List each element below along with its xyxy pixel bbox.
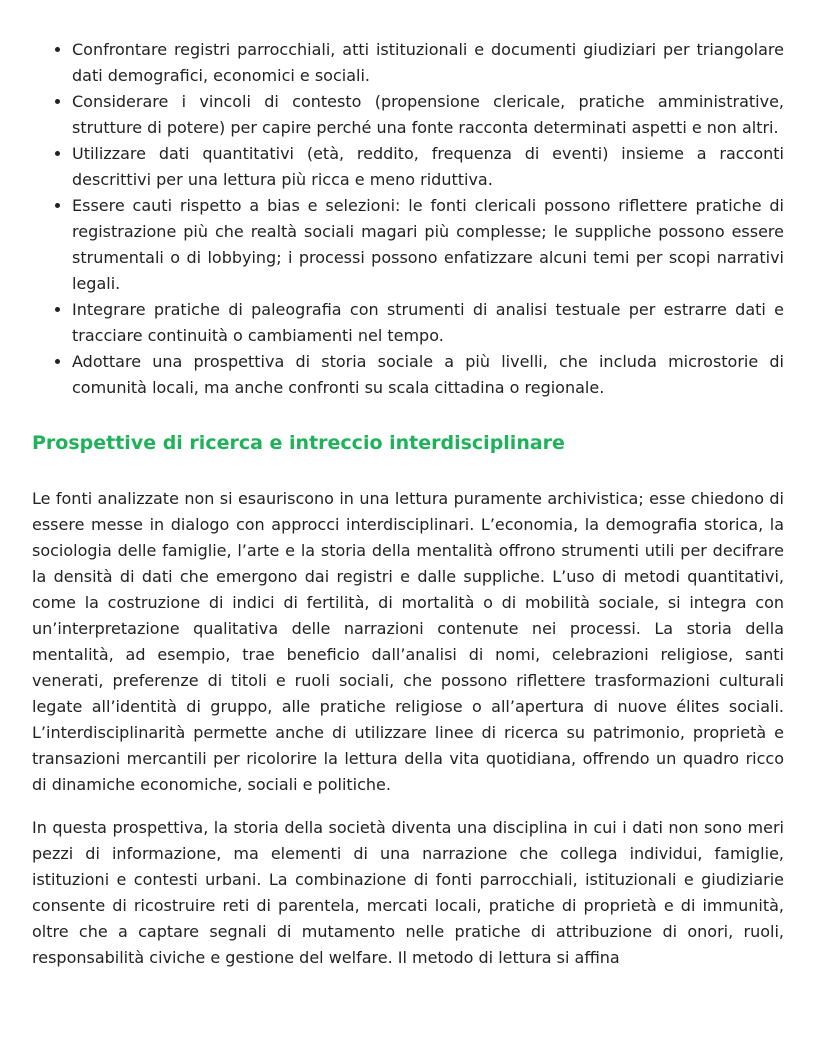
body-paragraph: Le fonti analizzate non si esauriscono in una lettura puramente archivistica; esse chiedono di essere messe in dialogo con approcci interdisciplinari. L’economia, la demografia storica, la sociologia delle famiglie, l’arte e la storia della mentalità offrono strumenti utili per decifrare la densità di dati che emergono dai registri e dalle suppliche. L’uso di metodi quantitativi, come la costruzione di indici di fertilità, di mortalità o di mobilità sociale, si integra con un’interpretazione qualitativa delle narrazioni contenute nei processi. La storia della mentalità, ad esempio, trae beneficio dall’analisi di nomi, celebrazioni religiose, santi venerati, preferenze di titoli e ruoli sociali, che possono riflettere trasformazioni culturali legate all’identità di gruppo, alle pratiche religiose o all’apertura di nuove élites sociali. L’interdisciplinarità permette anche di utilizzare linee di ricerca su patrimonio, proprietà e transazioni mercantili per ricolorire la lettura della vita quotidiana, offrendo un quadro ricco di dinamiche economiche, sociali e politiche. [32,489,784,794]
body-paragraph: In questa prospettiva, la storia della società diventa una disciplina in cui i dati non sono meri pezzi di informazione, ma elementi di una narrazione che collega individui, famiglie, istituzioni e contesti urbani. La combinazione di fonti parrocchiali, istituzionali e giudiziarie consente di ricostruire reti di parentela, mercati locali, pratiche di proprietà e di immunità, oltre che a captare segnali di mutamento nelle pratiche di attribuzione di onori, ruoli, responsabilità civiche e gestione del welfare. Il metodo di lettura si affina [32,818,784,967]
list-item: • Utilizzare dati quantitativi (età, reddito, frequenza di eventi) insieme a racconti descrittivi per una lettura più ricca e meno riduttiva. [72,141,784,193]
list-item: • Considerare i vincoli di contesto (propensione clericale, pratiche amministrative, strutture di potere) per capire perché una fonte racconta determinati aspetti e non altri. [72,89,784,141]
list-item: • Essere cauti rispetto a bias e selezioni: le fonti clericali possono riflettere pratiche di registrazione più che realtà sociali magari più complesse; le suppliche possono essere strumentali o di lobbying; i processi possono enfatizzare alcuni temi per scopi narrativi legali. [72,193,784,297]
list-item: • Confrontare registri parrocchiali, atti istituzionali e documenti giudiziari per triangolare dati demografici, economici e sociali. [72,37,784,89]
method-bullet-list [32,37,784,401]
list-item: • Integrare pratiche di paleografia con strumenti di analisi testuale per estrarre dati e tracciare continuità o cambiamenti nel tempo. [72,297,784,349]
section-heading: Prospettive di ricerca e intreccio interdisciplinare [32,432,565,454]
document-page [32,37,784,971]
list-item: • Adottare una prospettiva di storia sociale a più livelli, che includa microstorie di comunità locali, ma anche confronti su scala cittadina o regionale. [72,349,784,401]
